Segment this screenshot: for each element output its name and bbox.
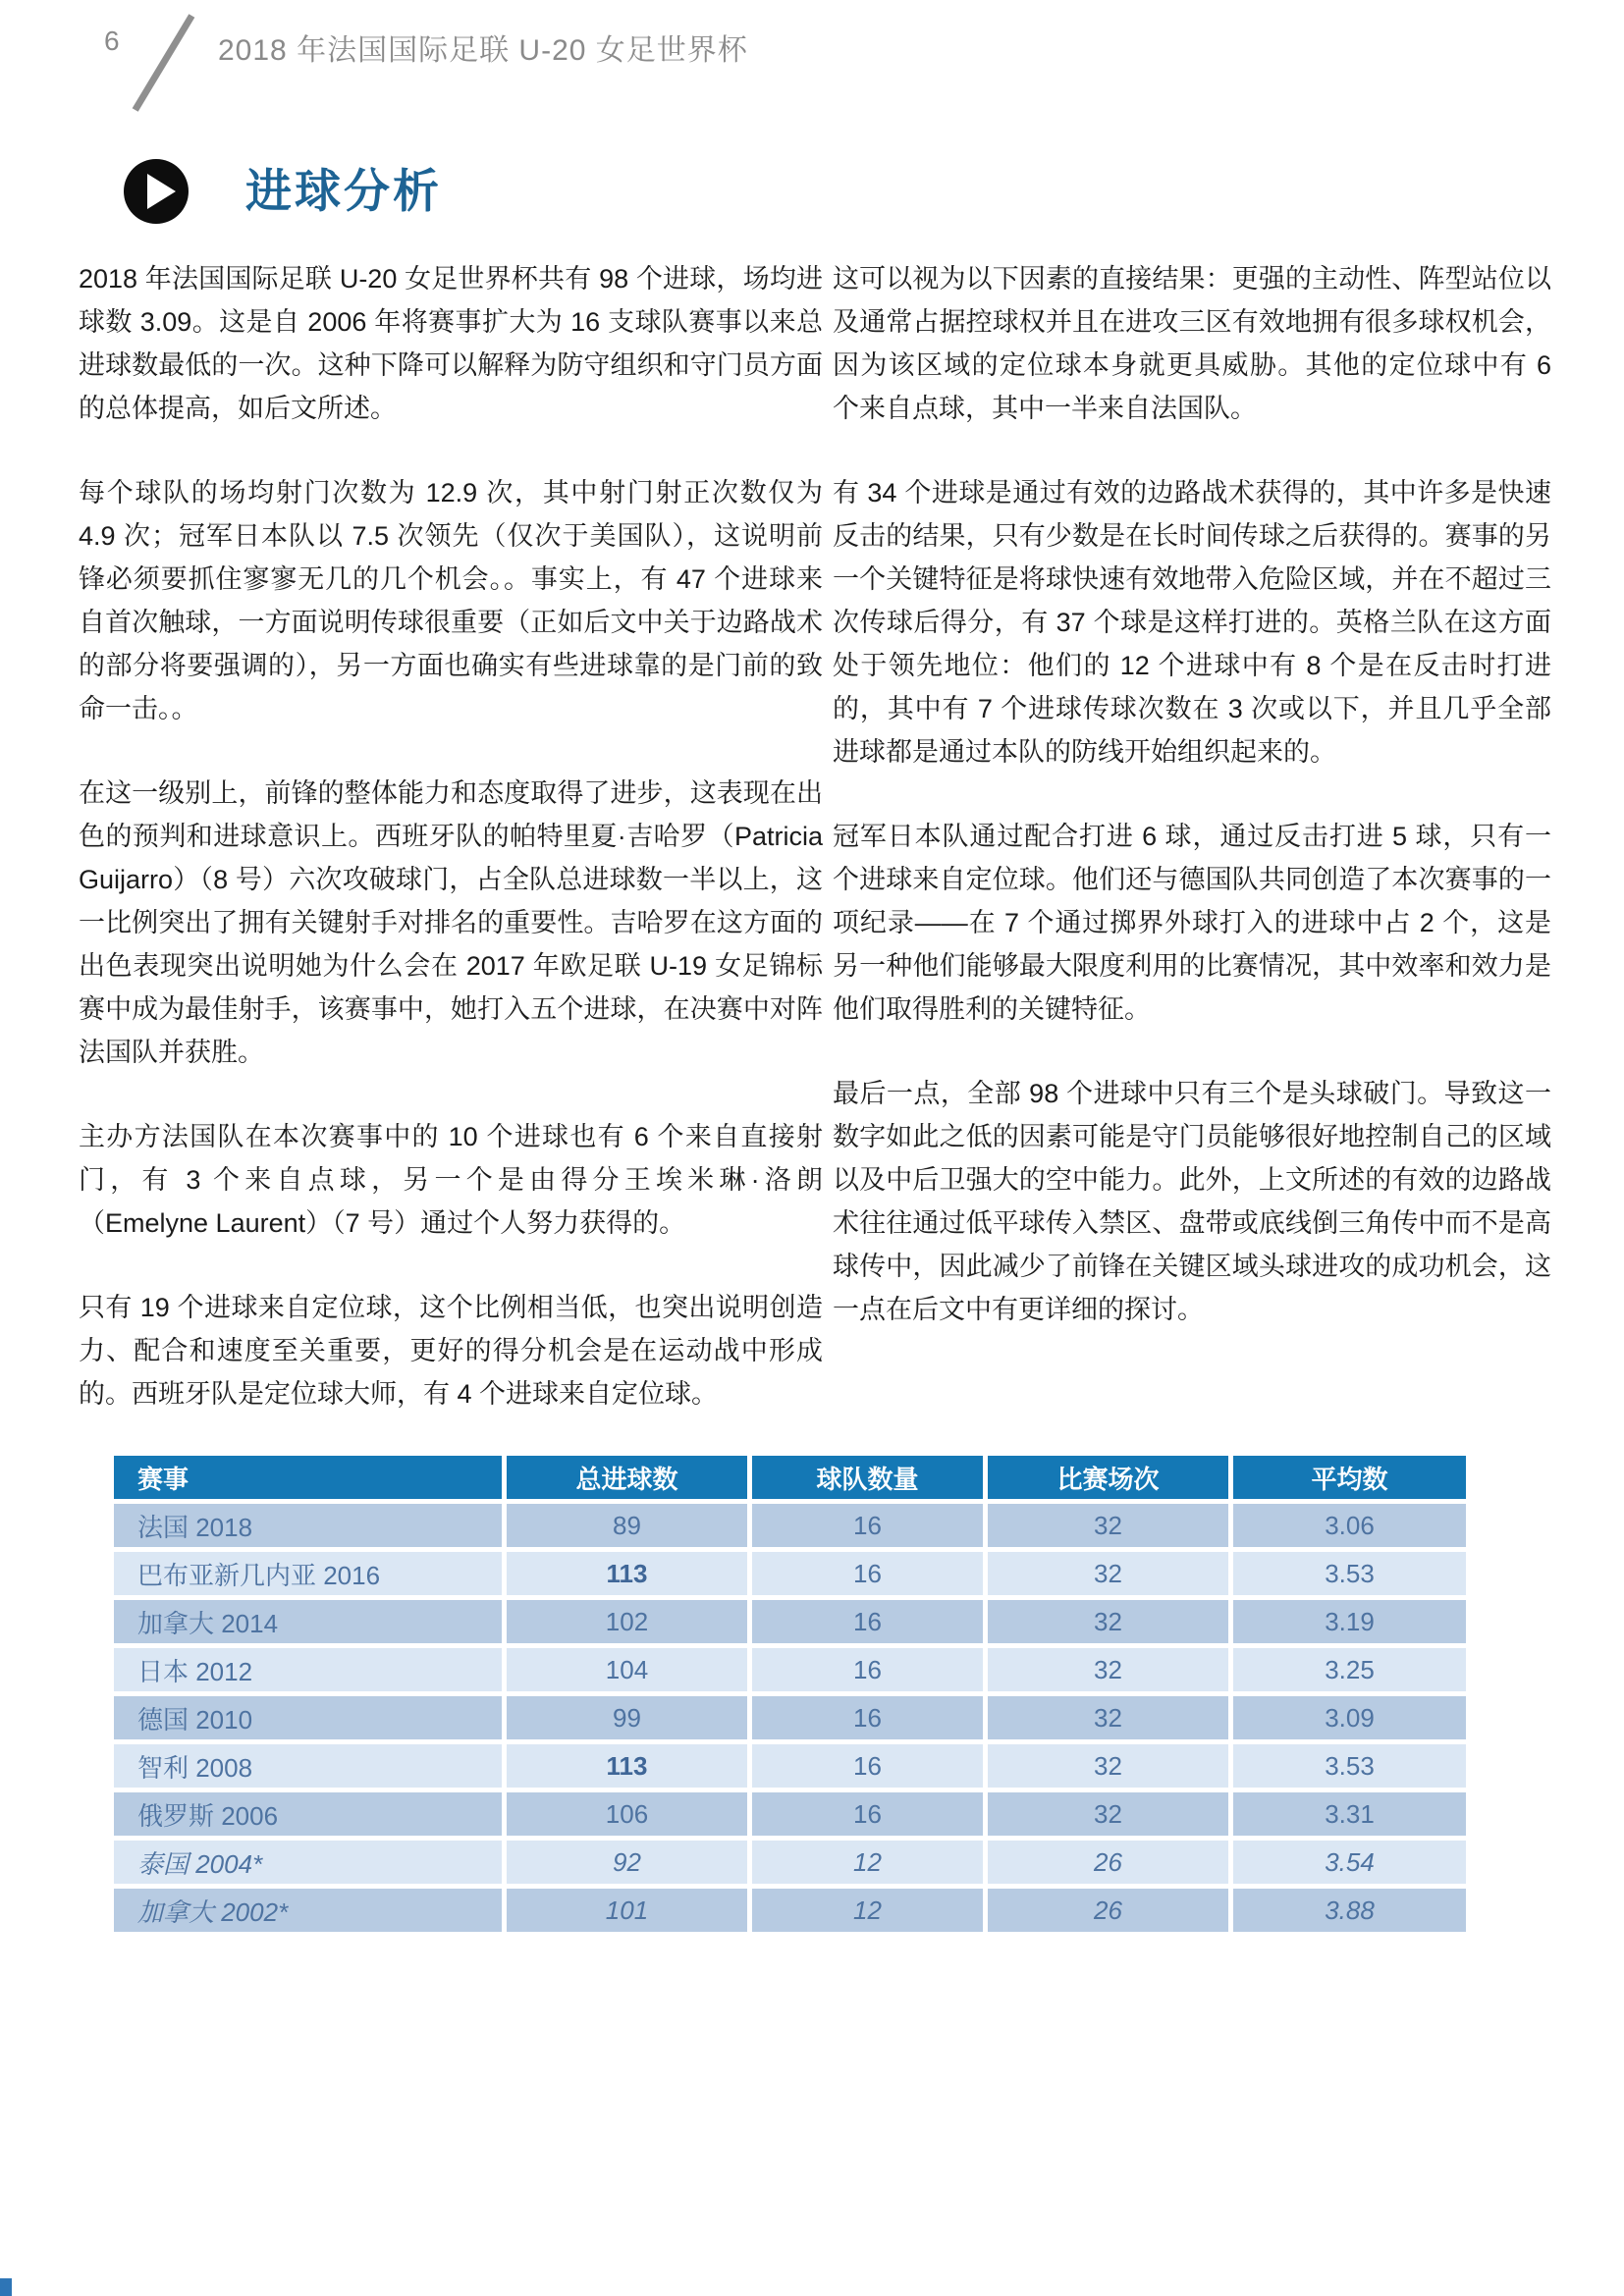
table-header-row — [114, 1456, 1466, 1499]
column-header-matches: 比赛场次 — [988, 1456, 1228, 1499]
table-row — [114, 1648, 1466, 1691]
cell-average: 3.54 — [1233, 1841, 1466, 1884]
paragraph: 有 34 个进球是通过有效的边路战术获得的，其中许多是快速反击的结果，只有少数是在长时间传球之后获得的。赛事的另一个关键特征是将球快速有效地带入危险区域，并在不超过三次传球后得分，有 37 个球是这样打进的。英格兰队在这方面处于领先地位：他们的 12 个进球中有 8 个是在反击时打进的，其中有 7 个进球传球次数在 3 次或以下，并且几乎全部进球都是通过本队的防线开始组织起来的。 — [833, 478, 1551, 767]
paragraph: 只有 19 个进球来自定位球，这个比例相当低，也突出说明创造力、配合和速度至关重要，更好的得分机会是在运动战中形成的。西班牙队是定位球大师，有 4 个进球来自定位球。 — [79, 1293, 823, 1409]
cell-teams: 16 — [752, 1504, 983, 1547]
cell-goals: 92 — [507, 1841, 747, 1884]
table-row — [114, 1696, 1466, 1739]
play-icon — [124, 159, 189, 224]
cell-teams: 16 — [752, 1792, 983, 1836]
cell-event: 加拿大 2002* — [114, 1889, 502, 1932]
cell-matches: 32 — [988, 1600, 1228, 1643]
cell-event: 俄罗斯 2006 — [114, 1792, 502, 1836]
cell-goals: 99 — [507, 1696, 747, 1739]
paragraph: 冠军日本队通过配合打进 6 球，通过反击打进 5 球，只有一个进球来自定位球。他们还与德国队共同创造了本次赛事的一项纪录——在 7 个通过掷界外球打入的进球中占 2 个，这是另一种他们能够最大限度利用的比赛情况，其中效率和效力是他们取得胜利的关键特征。 — [833, 822, 1551, 1024]
cell-average: 3.09 — [1233, 1696, 1466, 1739]
column-header-goals: 总进球数 — [507, 1456, 747, 1499]
page-corner-mark — [0, 2278, 12, 2296]
cell-average: 3.53 — [1233, 1552, 1466, 1595]
cell-matches: 32 — [988, 1552, 1228, 1595]
cell-teams: 16 — [752, 1696, 983, 1739]
column-header-event: 赛事 — [114, 1456, 502, 1499]
cell-goals: 104 — [507, 1648, 747, 1691]
cell-goals: 101 — [507, 1889, 747, 1932]
cell-teams: 16 — [752, 1648, 983, 1691]
cell-goals: 102 — [507, 1600, 747, 1643]
cell-event: 智利 2008 — [114, 1744, 502, 1788]
paragraph: 每个球队的场均射门次数为 12.9 次，其中射门射正次数仅为 4.9 次；冠军日本队以 7.5 次领先（仅次于美国队），这说明前锋必须要抓住寥寥无几的几个机会。。事实上，有 47 个进球来自首次触球，一方面说明传球很重要（正如后文中关于边路战术的部分将要强调的），另一方面也确实有些进球靠的是门前的致命一击。。 — [79, 478, 823, 723]
column-header-average: 平均数 — [1233, 1456, 1466, 1499]
cell-average: 3.53 — [1233, 1744, 1466, 1788]
cell-average: 3.25 — [1233, 1648, 1466, 1691]
cell-matches: 32 — [988, 1792, 1228, 1836]
cell-goals: 113 — [507, 1552, 747, 1595]
cell-teams: 16 — [752, 1744, 983, 1788]
cell-event: 德国 2010 — [114, 1696, 502, 1739]
goals-statistics-table — [109, 1451, 1471, 1937]
column-header-teams: 球队数量 — [752, 1456, 983, 1499]
left-column — [79, 257, 823, 1457]
paragraph: 最后一点，全部 98 个进球中只有三个是头球破门。导致这一数字如此之低的因素可能是守门员能够很好地控制自己的区域以及中后卫强大的空中能力。此外，上文所述的有效的边路战术往往通过低平球传入禁区、盘带或底线倒三角传中而不是高球传中，因此减少了前锋在关键区域头球进攻的成功机会，这一点在后文中有更详细的探讨。 — [833, 1079, 1551, 1324]
paragraph: 2018 年法国国际足联 U-20 女足世界杯共有 98 个进球，场均进球数 3.09。这是自 2006 年将赛事扩大为 16 支球队赛事以来总进球数最低的一次。这种下降可以解释为防守组织和守门员方面的总体提高，如后文所述。 — [79, 264, 823, 423]
table-row — [114, 1600, 1466, 1643]
cell-matches: 32 — [988, 1696, 1228, 1739]
table-row — [114, 1841, 1466, 1884]
cell-event: 泰国 2004* — [114, 1841, 502, 1884]
cell-matches: 26 — [988, 1841, 1228, 1884]
cell-average: 3.88 — [1233, 1889, 1466, 1932]
cell-goals: 106 — [507, 1792, 747, 1836]
cell-teams: 12 — [752, 1889, 983, 1932]
slash-divider — [133, 14, 195, 112]
table-row — [114, 1744, 1466, 1788]
cell-matches: 26 — [988, 1889, 1228, 1932]
paragraph: 在这一级别上，前锋的整体能力和态度取得了进步，这表现在出色的预判和进球意识上。西班牙队的帕特里夏·吉哈罗（Patricia Guijarro）（8 号）六次攻破球门，占全队总进球数一半以上，这一比例突出了拥有关键射手对排名的重要性。吉哈罗在这方面的出色表现突出说明她为什么会在 2017 年欧足联 U-19 女足锦标赛中成为最佳射手，该赛事中，她打入五个进球，在决赛中对阵法国队并获胜。 — [79, 778, 823, 1067]
cell-event: 日本 2012 — [114, 1648, 502, 1691]
paragraph: 这可以视为以下因素的直接结果：更强的主动性、阵型站位以及通常占据控球权并且在进攻三区有效地拥有很多球权机会，因为该区域的定位球本身就更具威胁。其他的定位球中有 6 个来自点球，其中一半来自法国队。 — [833, 264, 1551, 423]
cell-event: 巴布亚新几内亚 2016 — [114, 1552, 502, 1595]
cell-matches: 32 — [988, 1648, 1228, 1691]
cell-goals: 113 — [507, 1744, 747, 1788]
page-number: 6 — [104, 26, 120, 56]
cell-average: 3.06 — [1233, 1504, 1466, 1547]
section-title: 进球分析 — [245, 167, 442, 218]
cell-matches: 32 — [988, 1744, 1228, 1788]
cell-average: 3.19 — [1233, 1600, 1466, 1643]
cell-teams: 16 — [752, 1552, 983, 1595]
paragraph: 主办方法国队在本次赛事中的 10 个进球也有 6 个来自直接射门，有 3 个来自点球，另一个是由得分王埃米琳·洛朗（Emelyne Laurent）（7 号）通过个人努力获得的。 — [79, 1122, 823, 1238]
cell-event: 加拿大 2014 — [114, 1600, 502, 1643]
table-row — [114, 1504, 1466, 1547]
table-row — [114, 1792, 1466, 1836]
cell-event: 法国 2018 — [114, 1504, 502, 1547]
play-triangle-icon — [147, 174, 176, 209]
cell-average: 3.31 — [1233, 1792, 1466, 1836]
table-row — [114, 1889, 1466, 1932]
cell-teams: 16 — [752, 1600, 983, 1643]
cell-goals: 89 — [507, 1504, 747, 1547]
right-column — [833, 257, 1551, 1372]
table-row — [114, 1552, 1466, 1595]
cell-matches: 32 — [988, 1504, 1228, 1547]
cell-teams: 12 — [752, 1841, 983, 1884]
running-header-title: 2018 年法国国际足联 U-20 女足世界杯 — [218, 34, 748, 67]
